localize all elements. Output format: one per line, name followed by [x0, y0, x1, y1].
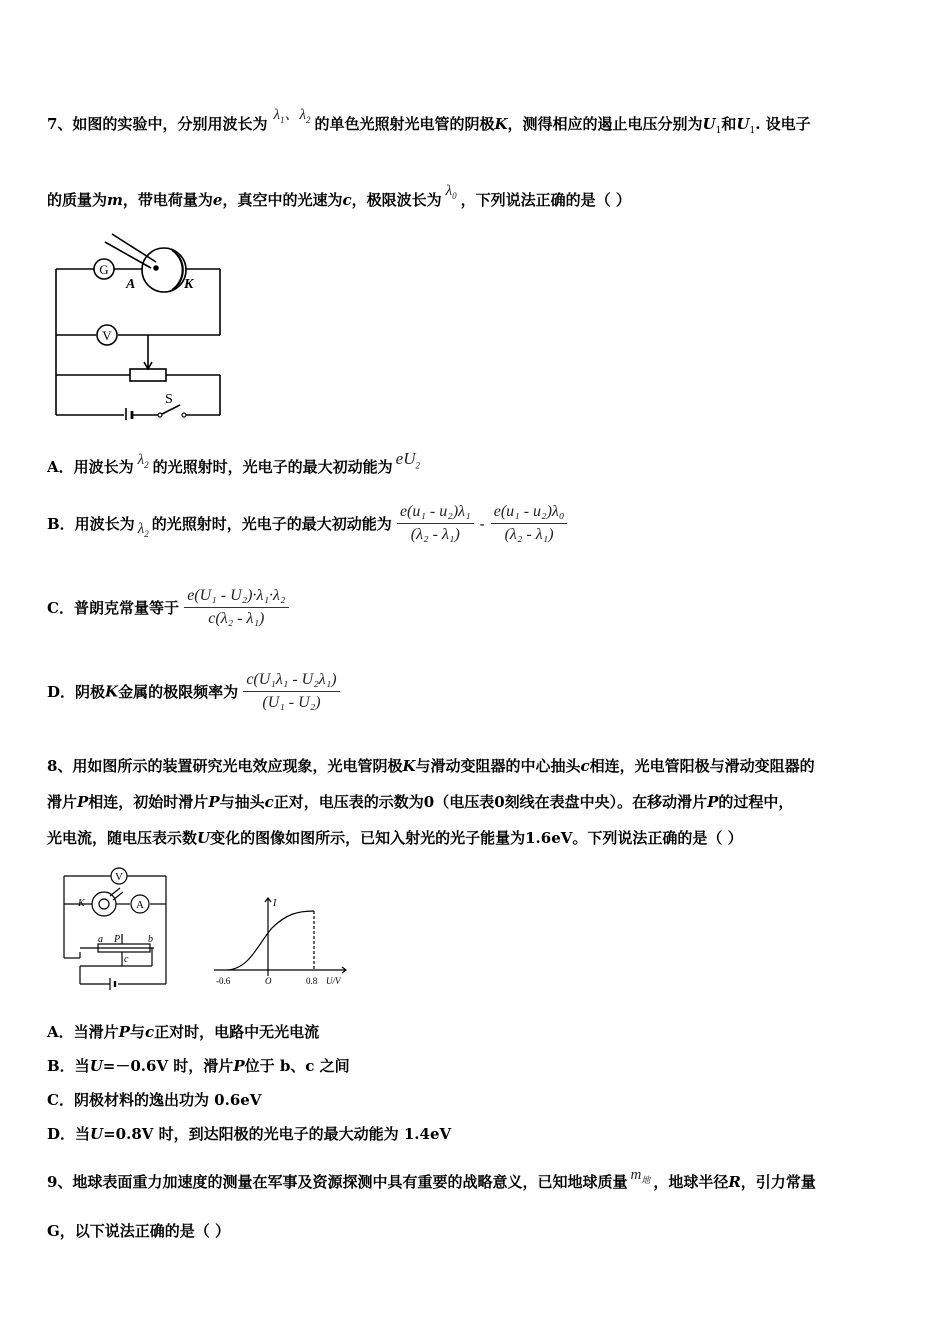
q8-circuit-figure [56, 866, 176, 990]
q8-option-c: C．阴极材料的逸出功为 0.6eV [47, 1091, 262, 1109]
q7-circuit-figure [44, 228, 234, 420]
q7-line2: 的质量为m，带电荷量为e，真空中的光速为c，极限波长为 $\lambda_0$ ，下列说法正确的是（ ） [47, 183, 631, 209]
q8-b-label: b [148, 934, 153, 945]
q7-text: 7、如图的实验中，分别用波长为 [47, 115, 268, 133]
formula-c: $\frac{\text{e(U₁ - U₂)·λ₁·λ₂}}{\text{c(λ₂ - λ₁)}}$ [184, 587, 288, 628]
q8-option-b: B．当U=－0.6V 时，滑片P位于 b、c 之间 [47, 1057, 350, 1075]
q7-line1: 7、如图的实验中，分别用波长为 $\lambda_1$、$\lambda_2$ 的单色光照射光电管的阴极K，测得相应的遏止电压分别为$U_1$和$U_1$. 设电子 [47, 107, 811, 136]
q7-option-b: B．用波长为 $\lambda_2$的光照射时，光电子的最大初动能为 $\frac{\text{e(u₁ - u₂)λ₁}}{\text{(λ₂ - λ₁)}}$ - $\frac{\text{e(u₁ - u₂)λ₀}}{\text{(λ₂ - λ₁)}}$ [47, 503, 567, 544]
q8-ammeter-label: A [136, 899, 144, 911]
q8-voltmeter-label: V [115, 871, 123, 883]
q9-line2: G，以下说法正确的是（ ） [47, 1222, 231, 1240]
cathode-label: K [184, 277, 194, 292]
q8-option-a: A．当滑片P与c正对时，电路中无光电流 [47, 1023, 320, 1041]
lambda0-symbol: $\lambda_0$ [445, 183, 457, 201]
graph-x-label: U/V [326, 976, 341, 986]
lambda1-symbol: $\lambda_1$、$\lambda_2$ [273, 107, 311, 125]
q9-line1: 9、地球表面重力加速度的测量在军事及资源探测中具有重要的战略意义，已知地球质量 $m_地$ ，地球半径R，引力常量 [47, 1167, 816, 1191]
q8-iu-graph [210, 892, 360, 990]
galvanometer-label: G [99, 262, 109, 277]
graph-y-label: I [273, 898, 277, 909]
q8-cathode-label: K [78, 898, 85, 909]
q8-line2: 滑片P相连，初始时滑片P与抽头c正对，电压表的示数为0（电压表0刻线在表盘中央）。在移动滑片P的过程中， [47, 793, 794, 811]
q8-option-d: D．当U=0.8V 时，到达阳极的光电子的最大动能为 1.4eV [47, 1125, 452, 1143]
formula-b-term2: $\frac{\text{e(u₁ - u₂)λ₀}}{\text{(λ₂ - λ₁)}}$ [491, 503, 568, 544]
q7-option-a: A．用波长为 $\lambda_2$ 的光照射时，光电子的最大初动能为 $eU_2$ [47, 449, 420, 476]
q8-line1: 8、用如图所示的装置研究光电效应现象，光电管阴极K与滑动变阻器的中心抽头c相连，光电管阳极与滑动变阻器的 [47, 757, 815, 775]
earth-mass-symbol: $m_地$ [630, 1167, 651, 1185]
anode-label: A [126, 277, 136, 292]
graph-x-neg-tick: -0.6 [216, 976, 231, 986]
q7-option-c: C．普朗克常量等于 $\frac{\text{e(U₁ - U₂)·λ₁·λ₂}}{\text{c(λ₂ - λ₁)}}$ [47, 587, 289, 628]
voltmeter-label: V [102, 328, 112, 343]
graph-x-pos-tick: 0.8 [306, 976, 318, 986]
q8-line3: 光电流，随电压表示数U变化的图像如图所示，已知入射光的光子能量为1.6eV。下列说法正确的是（ ） [47, 829, 743, 847]
graph-origin-label: O [265, 976, 272, 986]
switch-label: S [165, 392, 173, 407]
formula-eu2: $eU_2$ [395, 449, 420, 471]
q8-a-label: a [98, 934, 103, 945]
q7-option-d: D．阴极K金属的极限频率为 $\frac{\text{c(U₁λ₁ - U₂λ₁)}}{\text{(U₁ - U₂)}}$ [47, 671, 340, 712]
formula-b-term1: $\frac{\text{e(u₁ - u₂)λ₁}}{\text{(λ₂ - λ₁)}}$ [397, 503, 474, 544]
q8-c-label: c [124, 954, 129, 965]
formula-d: $\frac{\text{c(U₁λ₁ - U₂λ₁)}}{\text{(U₁ - U₂)}}$ [243, 671, 339, 712]
q8-p-label: P [114, 934, 121, 945]
